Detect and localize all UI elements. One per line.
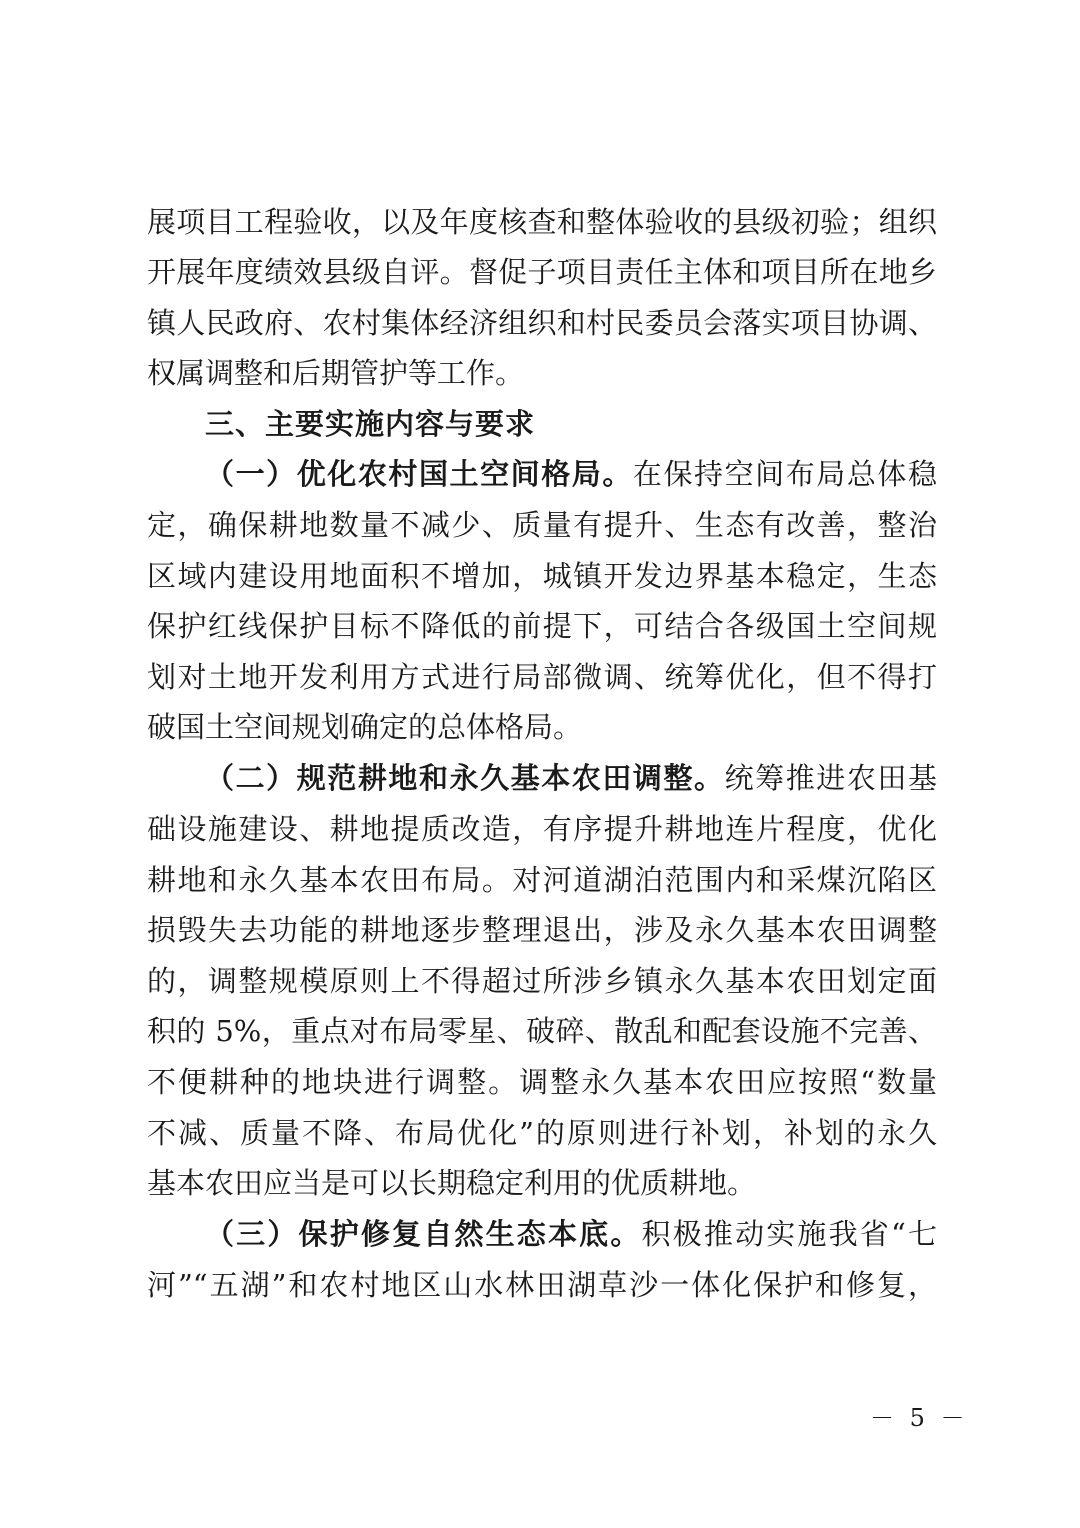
body-text-line: 开展年度绩效县级自评。督促子项目责任主体和项目所在地乡	[147, 255, 937, 289]
body-text-line: 镇人民政府、农村集体经济组织和村民委员会落实项目协调、	[147, 306, 937, 340]
body-text-line: 定，确保耕地数量不减少、质量有提升、生态有改善，整治	[147, 508, 937, 542]
body-text-line: 基本农田应当是可以长期稳定利用的优质耕地。	[147, 1166, 757, 1200]
body-text-line: 保护红线保护目标不降低的前提下，可结合各级国土空间规	[147, 609, 937, 643]
paragraph-first-line	[205, 753, 937, 803]
body-text-line: 河”“五湖”和农村地区山水林田湖草沙一体化保护和修复，	[147, 1268, 937, 1302]
body-text-line: 损毁失去功能的耕地逐步整理退出，涉及永久基本农田调整	[147, 913, 937, 947]
body-text-line: 权属调整和后期管护等工作。	[147, 356, 525, 390]
section-heading: 三、主要实施内容与要求	[205, 407, 536, 441]
body-text-line: 的，调整规模原则上不得超过所涉乡镇永久基本农田划定面	[147, 964, 937, 998]
paragraph-first-line	[205, 449, 937, 499]
body-text-line: 不便耕种的地块进行调整。调整永久基本农田应按照“数量	[147, 1065, 937, 1099]
paragraph-lead-heading: （一）优化农村国土空间格局。	[205, 457, 633, 491]
paragraph-lead-text: 积极推动实施我省“七	[641, 1217, 937, 1251]
paragraph-lead-text: 在保持空间布局总体稳	[632, 457, 937, 491]
body-text-line: 展项目工程验收，以及年度核查和整体验收的县级初验；组织	[147, 205, 937, 239]
body-text-line: 划对土地开发利用方式进行局部微调、统筹优化，但不得打	[147, 660, 937, 694]
body-text-line: 础设施建设、耕地提质改造，有序提升耕地连片程度，优化	[147, 812, 937, 846]
body-text-line: 不减、质量不降、布局优化”的原则进行补划，补划的永久	[147, 1116, 937, 1150]
paragraph-lead-heading: （二）规范耕地和永久基本农田调整。	[205, 761, 725, 795]
body-text-line: 区域内建设用地面积不增加，城镇开发边界基本稳定，生态	[147, 559, 937, 593]
paragraph-lead-heading: （三）保护修复自然生态本底。	[205, 1217, 642, 1251]
paragraph-lead-text: 统筹推进农田基	[724, 761, 937, 795]
body-text-line: 耕地和永久基本农田布局。对河道湖泊范围内和采煤沉陷区	[147, 863, 937, 897]
page-number: － 5 －	[870, 1404, 969, 1432]
body-text-line: 破国土空间规划确定的总体格局。	[147, 710, 583, 744]
body-text-line: 积的 5%，重点对布局零星、破碎、散乱和配套设施不完善、	[147, 1014, 937, 1048]
paragraph-first-line	[205, 1209, 937, 1259]
